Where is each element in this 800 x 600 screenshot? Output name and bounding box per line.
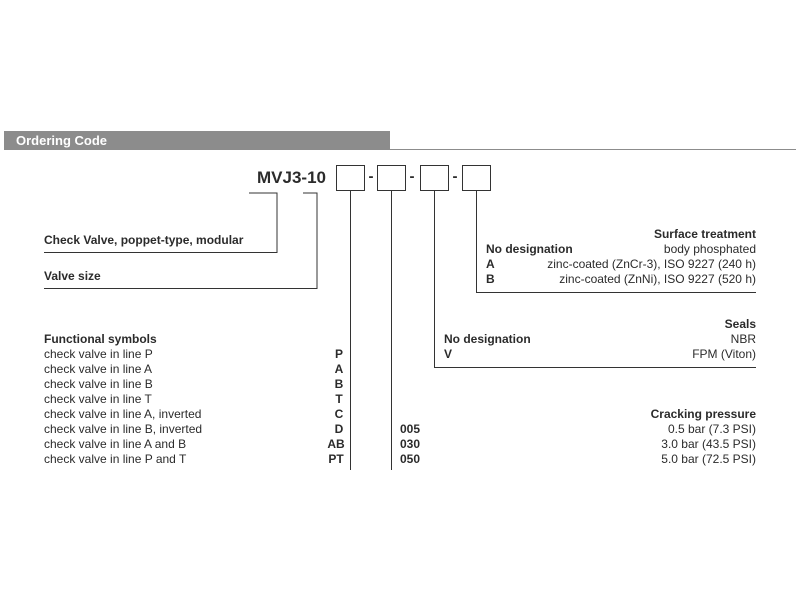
- valve-size-label: Valve size: [44, 269, 101, 283]
- functional-symbol-code: AB: [327, 437, 345, 451]
- surface-treatment-title: Surface treatment: [653, 227, 756, 241]
- functional-symbol-label: check valve in line B, inverted: [44, 422, 203, 436]
- functional-symbol-label: check valve in line P and T: [44, 452, 187, 466]
- cracking-pressure-code: 030: [400, 437, 421, 451]
- functional-symbols-title: Functional symbols: [44, 332, 157, 346]
- cracking-pressure-value: 0.5 bar (7.3 PSI): [667, 422, 756, 436]
- cracking-pressure-code: 050: [400, 452, 421, 466]
- surface-value-b: zinc-coated (ZnNi), ISO 9227 (520 h): [559, 272, 756, 286]
- functional-symbol-code: B: [334, 377, 344, 391]
- separator-3: -: [452, 168, 458, 185]
- functional-symbol-label: check valve in line A: [44, 362, 153, 376]
- ordering-code-title: Ordering Code: [16, 133, 108, 148]
- seals-value-nbr: NBR: [730, 332, 756, 346]
- seals-code-none: No designation: [444, 332, 531, 346]
- functional-symbol-label: check valve in line T: [44, 392, 152, 406]
- functional-symbol-code: P: [334, 347, 343, 361]
- functional-symbol-label: check valve in line A, inverted: [44, 407, 202, 421]
- seals-title: Seals: [724, 317, 756, 331]
- separator-1: -: [368, 168, 374, 185]
- code-box-functional-symbol: [336, 165, 365, 191]
- functional-symbol-label: check valve in line A and B: [44, 437, 187, 451]
- surface-value-phosphated: body phosphated: [663, 242, 756, 256]
- cracking-pressure-value: 3.0 bar (43.5 PSI): [661, 437, 756, 451]
- surface-code-a: A: [486, 257, 495, 271]
- functional-symbol-code: T: [335, 392, 343, 406]
- functional-symbol-code: C: [334, 407, 344, 421]
- separator-2: -: [409, 168, 415, 185]
- functional-symbol-code: A: [334, 362, 344, 376]
- surface-value-a: zinc-coated (ZnCr-3), ISO 9227 (240 h): [547, 257, 756, 271]
- cracking-pressure-code: 005: [400, 422, 421, 436]
- seals-value-viton: FPM (Viton): [692, 347, 756, 361]
- surface-code-none: No designation: [486, 242, 573, 256]
- header-rule: [4, 149, 796, 150]
- check-valve-description: Check Valve, poppet-type, modular: [44, 233, 244, 247]
- code-box-surface-treatment: [462, 165, 491, 191]
- cracking-pressure-title: Cracking pressure: [650, 407, 756, 421]
- functional-symbol-code: PT: [328, 452, 344, 466]
- model-prefix: MVJ3-10: [257, 168, 326, 187]
- code-box-seals: [420, 165, 449, 191]
- seals-code-v: V: [444, 347, 453, 361]
- code-box-cracking-pressure: [377, 165, 406, 191]
- functional-symbol-code: D: [334, 422, 344, 436]
- cracking-pressure-value: 5.0 bar (72.5 PSI): [661, 452, 756, 466]
- functional-symbol-label: check valve in line B: [44, 377, 153, 391]
- functional-symbol-label: check valve in line P: [44, 347, 153, 361]
- surface-code-b: B: [486, 272, 495, 286]
